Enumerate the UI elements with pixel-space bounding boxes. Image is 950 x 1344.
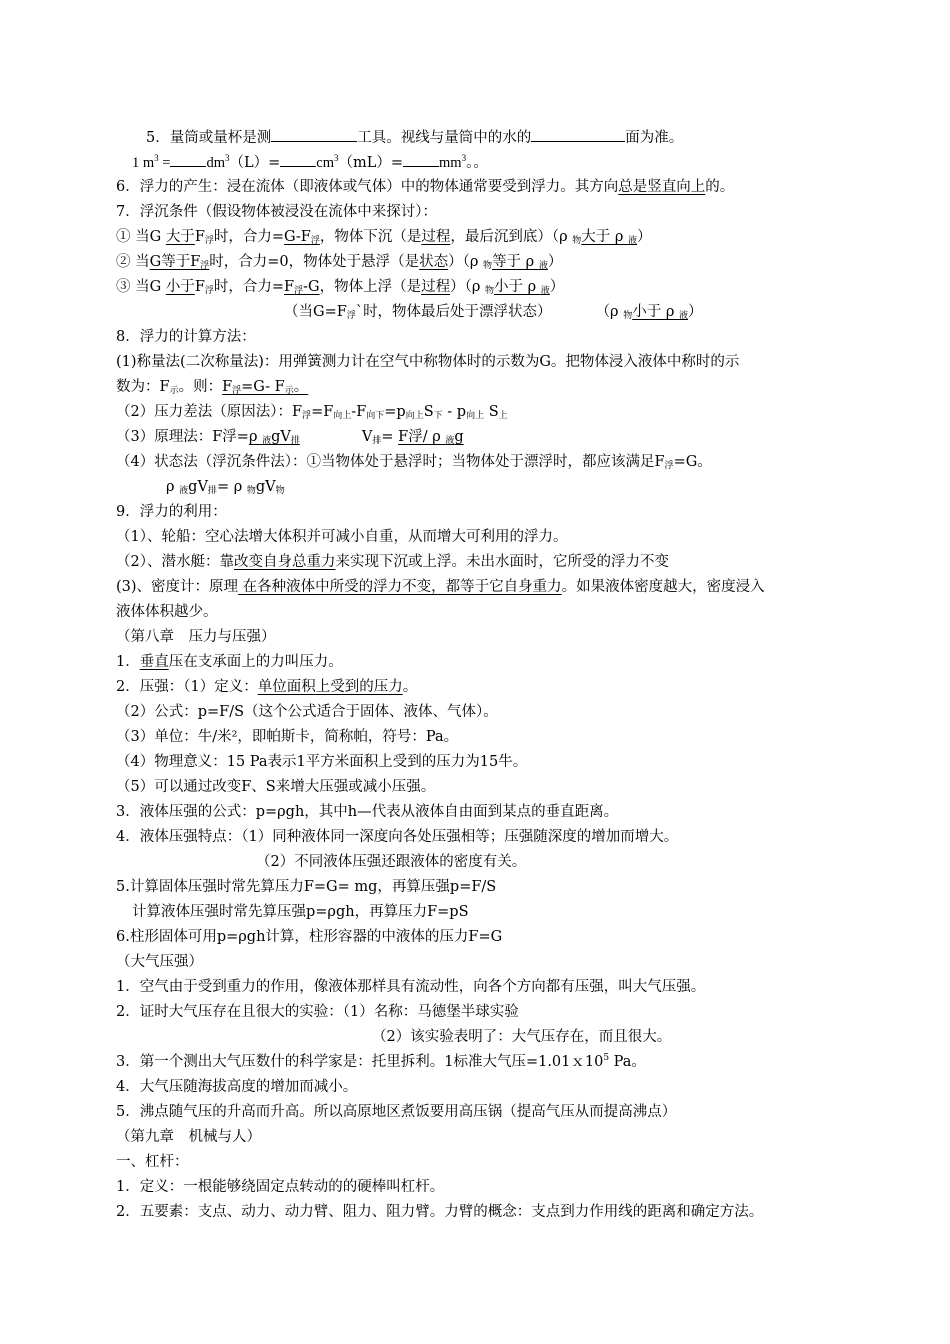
line-condition-float: （当$G=F_浮`$时，物体最后处于漂浮状态） （ρ $_物$小于 ρ $_液$） bbox=[284, 304, 703, 321]
chapter-9-heading: （第九章 机械与人） bbox=[116, 1129, 261, 1145]
line-submarine: （2）、潜水艇：靠改变自身总重力来实现下沉或上浮。未出水面时，它所受的浮力不变 bbox=[116, 554, 669, 570]
chapter-8-heading: （第八章 压力与压强） bbox=[116, 629, 276, 645]
lever-heading: 一、杠杆： bbox=[116, 1154, 189, 1170]
line-condition-sink: ① 当G 大于$F_浮$时，合力$=G-F_浮$，物体下沉（是过程，最后沉到底）（ρ $_物$大于 ρ $_液$） bbox=[116, 229, 652, 246]
line-atmospheric-definition: 1．空气由于受到重力的作用，像液体那样具有流动性，向各个方向都有压强，叫大气压强。 bbox=[116, 979, 706, 995]
line-liquid-pressure-traits-2: （2）不同液体压强还跟液体的密度有关。 bbox=[256, 854, 527, 870]
line-altitude: 4．大气压随海拔高度的增加而减小。 bbox=[116, 1079, 358, 1095]
line-liquid-pressure-formula: 3．液体压强的公式：p=ρgh，其中h—代表从液体自由面到某点的垂直距离。 bbox=[116, 804, 619, 820]
line-condition-suspend: ② 当G等于$F_浮$时，合力=0，物体处于悬浮（是状态）（ρ $_物$等于 ρ $_液$） bbox=[116, 254, 563, 271]
line-measuring-cylinder: 5．量筒或量杯是测 工具。视线与量筒中的水的 面为准。 bbox=[146, 127, 683, 148]
line-column-solid: 6.柱形固体可用p=ρgh计算，柱形容器的中液体的压力F=G bbox=[116, 929, 503, 945]
blank-answer bbox=[170, 152, 206, 167]
line-boiling-point: 5．沸点随气压的升高而升高。所以高原地区煮饭要用高压锅（提高气压从而提高沸点） bbox=[116, 1104, 677, 1120]
line-ship: （1）、轮船：空心法增大体积并可减小自重，从而增大可利用的浮力。 bbox=[116, 529, 568, 545]
line-lever-elements: 2．五要素：支点、动力、动力臂、阻力、阻力臂。力臂的概念：支点到力作用线的距离和确定方法。 bbox=[116, 1204, 764, 1220]
line-pressure-strength: 2．压强：（1）定义：单位面积上受到的压力。 bbox=[116, 679, 418, 695]
line-weighing-method: (1)称量法(二次称量法)：用弹簧测力计在空气中称物体时的示数为G。把物体浸入液体中称时的示 bbox=[116, 354, 740, 370]
line-pressure-definition: 1．垂直压在支承面上的力叫压力。 bbox=[116, 654, 343, 670]
line-buoyancy-uses: 9．浮力的利用： bbox=[116, 504, 227, 520]
line-hydrometer-cont: 液体体积越少。 bbox=[116, 604, 218, 620]
line-torricelli: 3．第一个测出大气压数什的科学家是：托里拆利。1标准大气压$=1.01x10^5$ Pa。 bbox=[116, 1053, 646, 1070]
line-state-method: （4）状态法（浮沉条件法）：①当物体处于悬浮时；当物体处于漂浮时，都应该满足$F_浮=G$。 bbox=[116, 454, 712, 471]
line-change-pressure: （5）可以通过改变F、S来增大压强或减小压强。 bbox=[116, 779, 436, 795]
line-lever-definition: 1．定义：一根能够绕固定点转动的的硬棒叫杠杆。 bbox=[116, 1179, 445, 1195]
line-unit-conversion: 1 $m^3 = dm^3(L)= cm^3(mL)= mm^3$。。 bbox=[132, 153, 488, 171]
line-atmospheric-experiment: 2．证时大气压存在且很大的实验：（1）名称：马德堡半球实验 bbox=[116, 1004, 519, 1020]
line-principle-method: （3）原理法：F浮=ρ $_液gV_排$ $V_排= F$浮/ ρ $_液$g bbox=[116, 429, 464, 446]
atmospheric-pressure-heading: （大气压强） bbox=[116, 954, 203, 970]
blank-answer bbox=[403, 152, 439, 167]
line-liquid-pressure-calc: 计算液体压强时常先算压强p=ρgh，再算压力F=pS bbox=[132, 904, 469, 920]
line-unit: （3）单位：牛/米²，即帕斯卡，简称帕，符号：Pa。 bbox=[116, 729, 459, 745]
line-solid-pressure-calc: 5.计算固体压强时常先算压力F=G= mg，再算压强p=F/S bbox=[116, 879, 497, 895]
line-buoyancy-origin: 6．浮力的产生：浸在流体（即液体或气体）中的物体通常要受到浮力。其方向总是竖直向上的。 bbox=[116, 179, 735, 195]
blank-answer bbox=[280, 152, 316, 167]
line-formula: （2）公式：p=F/S（这个公式适合于固体、液体、气体）。 bbox=[116, 704, 498, 720]
line-liquid-pressure-traits: 4．液体压强特点：（1）同种液体同一深度向各处压强相等；压强随深度的增加而增大。 bbox=[116, 829, 679, 845]
blank-answer bbox=[531, 127, 625, 142]
line-float-sink-conditions: 7．浮沉条件（假设物体被浸没在流体中来探讨）： bbox=[116, 204, 437, 220]
line-calc-methods: 8．浮力的计算方法： bbox=[116, 329, 256, 345]
line-hydrometer: (3)、密度计：原理 在各种液体中所受的浮力不变，都等于它自身重力。如果液体密度越大，密度浸入 bbox=[116, 579, 765, 595]
line-experiment-result: （2）该实验表明了：大气压存在，而且很大。 bbox=[372, 1029, 672, 1045]
line-condition-rise: ③ 当G 小于$F_浮$时，合力$=F_浮-G$，物体上浮（是过程）（ρ $_物$小于 ρ $_液$） bbox=[116, 279, 565, 296]
line-weighing-formula: 数为：$F_示$。则：$F_浮=G-$ $F_示$。 bbox=[116, 379, 309, 396]
blank-answer bbox=[271, 127, 357, 142]
line-physical-meaning: （4）物理意义：15 Pa表示1平方米面积上受到的压力为15牛。 bbox=[116, 754, 528, 770]
line-state-formula: ρ $_液gV_排= \rho$ $_物gV_物$ bbox=[166, 479, 285, 496]
line-pressure-difference: （2）压力差法（原因法）：$F_浮=F_{向上}-F_{向下}=p_{向上}S_下 - p_{向上}$ $S_上$ bbox=[116, 404, 508, 421]
